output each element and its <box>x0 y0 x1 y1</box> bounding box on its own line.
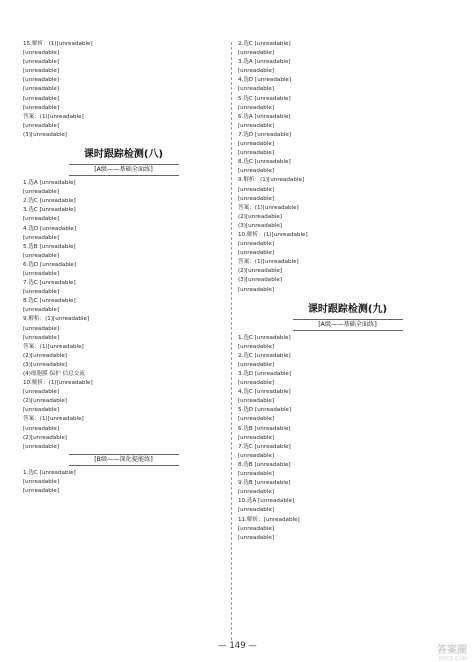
answer-line: (2)[unreadable] <box>23 434 67 441</box>
answer-line: [unreadable] <box>23 50 60 57</box>
answer-line: (3)[unreadable] <box>23 361 67 368</box>
answer-line: 答案：(1)[unreadable] <box>238 204 299 211</box>
answer-line: (3)[unreadable] <box>238 277 282 284</box>
answer-line: [unreadable] <box>238 398 275 405</box>
answer-line: [unreadable] <box>23 334 60 341</box>
answer-line: 9.解析：(1)[unreadable] <box>238 177 305 184</box>
answer-line: 1.选A [unreadable] <box>23 180 76 187</box>
watermark-logo: 答案圈 <box>437 645 467 656</box>
answer-line: [unreadable] <box>238 68 275 75</box>
answer-line: [unreadable] <box>238 343 275 350</box>
answer-block <box>238 40 457 295</box>
answer-line: [unreadable] <box>23 478 60 485</box>
answer-line: [unreadable] <box>23 289 60 296</box>
page-number: — 149 — <box>218 641 257 651</box>
answer-line: 8.选C [unreadable] <box>238 159 291 166</box>
answer-line: [unreadable] <box>23 216 60 223</box>
answer-line: 8.选C [unreadable] <box>23 298 76 305</box>
answer-line: 3.选D [unreadable] <box>238 371 292 377</box>
answer-line: [unreadable] <box>238 86 275 93</box>
answer-line: 1.选C [unreadable] <box>23 469 76 476</box>
answer-line: (3)[unreadable] <box>238 222 282 229</box>
section-title-9: 课时跟踪检测(九) <box>307 303 388 315</box>
answer-line: [unreadable] <box>238 507 275 514</box>
answer-line: 8.选B [unreadable] <box>238 461 291 468</box>
answer-line: [unreadable] <box>238 525 275 532</box>
answer-line: 7.选C [unreadable] <box>238 443 291 450</box>
answer-line: [unreadable] <box>23 443 60 450</box>
answer-line: [unreadable] <box>23 77 60 84</box>
left-column <box>23 40 224 642</box>
answer-line: 6.选D [unreadable] <box>23 261 77 268</box>
answer-line: [unreadable] <box>238 141 275 148</box>
answer-line: [unreadable] <box>238 286 275 293</box>
answer-line: [unreadable] <box>23 234 60 241</box>
answer-line: [unreadable] <box>238 104 275 111</box>
answer-line: (3)[unreadable] <box>23 131 67 138</box>
answer-line: 11.解析：[unreadable] <box>238 516 300 523</box>
answer-line: [unreadable] <box>238 434 275 441</box>
answer-line: [unreadable] <box>23 389 60 396</box>
answer-line: [unreadable] <box>23 122 60 129</box>
answer-line: 9.选B [unreadable] <box>238 480 291 487</box>
answer-line: [unreadable] <box>238 168 275 175</box>
sub-header-advanced: [B级——深化提能练] <box>69 454 179 466</box>
answer-line: 10.解析：(1)[unreadable] <box>238 231 308 238</box>
answer-line: [unreadable] <box>238 452 275 459</box>
answer-line: [unreadable] <box>23 59 60 66</box>
answer-line: 3.选C [unreadable] <box>23 207 76 214</box>
answer-line: 6.选A [unreadable] <box>238 113 291 120</box>
answer-line: 15.解析：(1)[unreadable] <box>23 41 93 47</box>
answer-line: [unreadable] <box>238 241 275 248</box>
sub-header-basic: [A级——基础全面练] <box>293 319 403 331</box>
answer-line: 答案：(1)[unreadable] <box>238 259 299 266</box>
answer-line: (4)细胞膜 保护 信息交流 <box>23 371 85 377</box>
answer-line: [unreadable] <box>23 270 60 277</box>
answer-line: 10.选A [unreadable] <box>238 498 295 505</box>
answer-line: [unreadable] <box>238 380 275 387</box>
answer-line: (2)[unreadable] <box>23 352 67 359</box>
answer-line: [unreadable] <box>238 186 275 193</box>
answer-line: 10.解析：(1)[unreadable] <box>23 380 93 387</box>
answer-line: [unreadable] <box>23 189 60 196</box>
sub-header-basic: [A级——基础全面练] <box>69 164 179 176</box>
answer-line: 2.选C [unreadable] <box>238 41 291 47</box>
answer-line: [unreadable] <box>238 534 275 541</box>
answer-line: [unreadable] <box>23 425 60 432</box>
answer-block <box>23 40 224 140</box>
answer-line: [unreadable] <box>238 489 275 496</box>
answer-line: [unreadable] <box>238 471 275 478</box>
answer-line: 答案：(1)[unreadable] <box>23 343 84 350</box>
answer-line: 5.选D [unreadable] <box>238 407 292 414</box>
answer-line: 5.选C [unreadable] <box>238 95 291 102</box>
answer-line: [unreadable] <box>238 150 275 157</box>
answer-line: 7.选D [unreadable] <box>238 131 292 138</box>
answer-line: [unreadable] <box>238 361 275 368</box>
answer-line: [unreadable] <box>23 95 60 102</box>
answer-line: 4.选D [unreadable] <box>238 77 292 84</box>
answer-line: [unreadable] <box>238 416 275 423</box>
answer-line: [unreadable] <box>238 250 275 257</box>
answer-line: [unreadable] <box>238 195 275 202</box>
answer-line: [unreadable] <box>23 104 60 111</box>
right-column <box>238 40 457 642</box>
answer-line: [unreadable] <box>23 252 60 259</box>
answer-line: (2)[unreadable] <box>23 398 67 405</box>
answer-line: 9.解析：(1)[unreadable] <box>23 316 90 323</box>
answer-line: 答案：(1)[unreadable] <box>23 416 84 423</box>
answer-line: [unreadable] <box>23 488 60 495</box>
answer-line: [unreadable] <box>238 122 275 129</box>
answer-block <box>23 469 224 496</box>
answer-line: [unreadable] <box>23 68 60 75</box>
answer-line: 1.选C [unreadable] <box>238 334 291 341</box>
answer-line: 5.选B [unreadable] <box>23 243 76 250</box>
answer-line: 3.选A [unreadable] <box>238 59 291 66</box>
answer-line: (2)[unreadable] <box>238 213 282 220</box>
answer-line: (2)[unreadable] <box>238 268 282 275</box>
answer-line: [unreadable] <box>238 50 275 57</box>
answer-line: 7.选C [unreadable] <box>23 280 76 287</box>
column-divider <box>231 42 232 640</box>
answer-line: 4.选C [unreadable] <box>238 389 291 396</box>
answer-line: [unreadable] <box>23 325 60 332</box>
answer-block <box>238 334 457 543</box>
answer-line: [unreadable] <box>23 407 60 414</box>
answer-line: [unreadable] <box>23 307 60 314</box>
answer-line: 2.选C [unreadable] <box>238 352 291 359</box>
section-title-8: 课时跟踪检测(八) <box>83 149 164 161</box>
answer-line: 答案：(1)[unreadable] <box>23 113 84 120</box>
watermark-url: MXQE.COM <box>438 656 467 662</box>
answer-line: [unreadable] <box>23 86 60 93</box>
answer-block <box>23 179 224 452</box>
answer-line: 2.选C [unreadable] <box>23 198 76 205</box>
answer-line: 4.选D [unreadable] <box>23 225 77 232</box>
answer-line: 6.选B [unreadable] <box>238 425 291 432</box>
